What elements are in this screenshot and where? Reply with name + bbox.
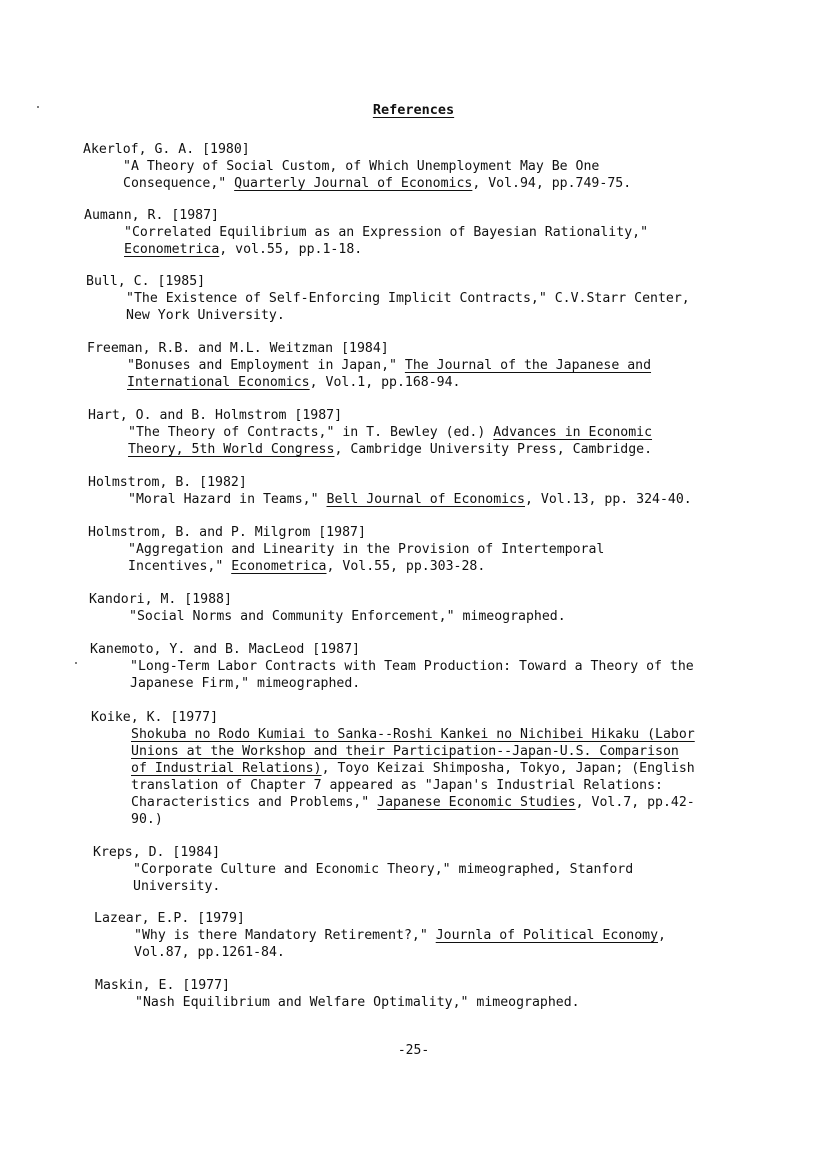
- reference-body: "Corporate Culture and Economic Theory," mimeographed, Stanford University.: [133, 862, 634, 894]
- reference-body: "The Existence of Self-Enforcing Implicit Contracts," C.V.Starr Center, New York University.: [126, 291, 690, 323]
- journal-title: Quarterly Journal of Economics: [234, 176, 473, 191]
- reference-entry: [87, 340, 787, 391]
- reference-body: "Long-Term Labor Contracts with Team Production: Toward a Theory of the Japanese Firm," mimeographed.: [130, 659, 694, 691]
- reference-entry: [93, 844, 793, 895]
- reference-author: Bull, C. [1985]: [86, 274, 206, 289]
- reference-body: "Social Norms and Community Enforcement," mimeographed.: [129, 609, 566, 624]
- reference-entry: [88, 524, 788, 575]
- page-number: -25-: [397, 1043, 430, 1058]
- reference-entry: [86, 273, 786, 324]
- reference-body: "Nash Equilibrium and Welfare Optimality," mimeographed.: [135, 995, 580, 1010]
- reference-author: Holmstrom, B. and P. Milgrom [1987]: [88, 525, 366, 540]
- reference-body: "Bonuses and Employment in Japan," The Journal of the Japanese and International Economics, Vol.1, pp.168-94.: [127, 358, 652, 390]
- journal-title: Journla of Political Economy: [435, 928, 659, 943]
- reference-body: "Moral Hazard in Teams," Bell Journal of Economics, Vol.13, pp. 324-40.: [128, 492, 692, 507]
- reference-author: Lazear, E.P. [1979]: [94, 911, 245, 926]
- journal-title: Japanese Economic Studies: [377, 795, 576, 810]
- reference-entry: [95, 977, 795, 1011]
- reference-body: "A Theory of Social Custom, of Which Unemployment May Be One Consequence," Quarterly Journal of Economics, Vol.94, pp.749-75.: [123, 159, 632, 191]
- reference-author: Aumann, R. [1987]: [84, 208, 219, 223]
- reference-body: "Why is there Mandatory Retirement?," Journla of Political Economy, Vol.87, pp.1261-84.: [134, 928, 666, 960]
- journal-title: Bell Journal of Economics: [326, 492, 525, 507]
- reference-author: Kandori, M. [1988]: [89, 592, 232, 607]
- reference-author: Hart, O. and B. Holmstrom [1987]: [88, 408, 343, 423]
- journal-title: The Journal of the Japanese and International Economics: [127, 358, 652, 390]
- reference-author: Holmstrom, B. [1982]: [88, 475, 247, 490]
- reference-entry: [88, 407, 788, 458]
- reference-entry: [94, 910, 794, 961]
- book-title: Shokuba no Rodo Kumiai to Sanka--Roshi Kankei no Nichibei Hikaku (Labor Unions at the Workshop and their Participation--Japan-U.S. Comparison of Industrial Relations): [131, 727, 695, 776]
- reference-body: "The Theory of Contracts," in T. Bewley (ed.) Advances in Economic Theory, 5th World Congress, Cambridge University Press, Cambridge.: [128, 425, 653, 457]
- reference-author: Freeman, R.B. and M.L. Weitzman [1984]: [87, 341, 389, 356]
- reference-author: Akerlof, G. A. [1980]: [83, 142, 250, 157]
- journal-title: Econometrica: [231, 559, 327, 574]
- reference-author: Kanemoto, Y. and B. MacLeod [1987]: [90, 642, 360, 657]
- references-heading: References: [372, 102, 455, 118]
- reference-entry: [84, 207, 784, 258]
- reference-body: "Correlated Equilibrium as an Expression of Bayesian Rationality," Econometrica, vol.55, pp.1-18.: [124, 225, 649, 257]
- reference-entry: [90, 641, 790, 692]
- book-title: Advances in Economic Theory, 5th World Congress: [128, 425, 653, 457]
- reference-author: Kreps, D. [1984]: [93, 845, 221, 860]
- reference-entry: [88, 474, 788, 508]
- journal-title: Econometrica: [124, 242, 220, 257]
- scan-speck: [37, 106, 39, 108]
- reference-entry: [83, 141, 783, 192]
- reference-author: Koike, K. [1977]: [91, 710, 219, 725]
- reference-author: Maskin, E. [1977]: [95, 978, 230, 993]
- reference-entry: [91, 709, 791, 828]
- reference-body: Shokuba no Rodo Kumiai to Sanka--Roshi Kankei no Nichibei Hikaku (Labor Unions at the Workshop and their Participation--Japan-U.S. Comparison of Industrial Relations), Toyo Keizai Shimposha, Tokyo, Japan; (English translation of Chapter 7 appeared as "Japan's Industrial Relations: Characteristics and Problems," Japanese Economic Studies, Vol.7, pp.42- 90.): [131, 727, 695, 827]
- reference-entry: [89, 591, 789, 625]
- scan-speck: [75, 662, 77, 664]
- reference-body: "Aggregation and Linearity in the Provision of Intertemporal Incentives," Econometrica, Vol.55, pp.303-28.: [128, 542, 605, 574]
